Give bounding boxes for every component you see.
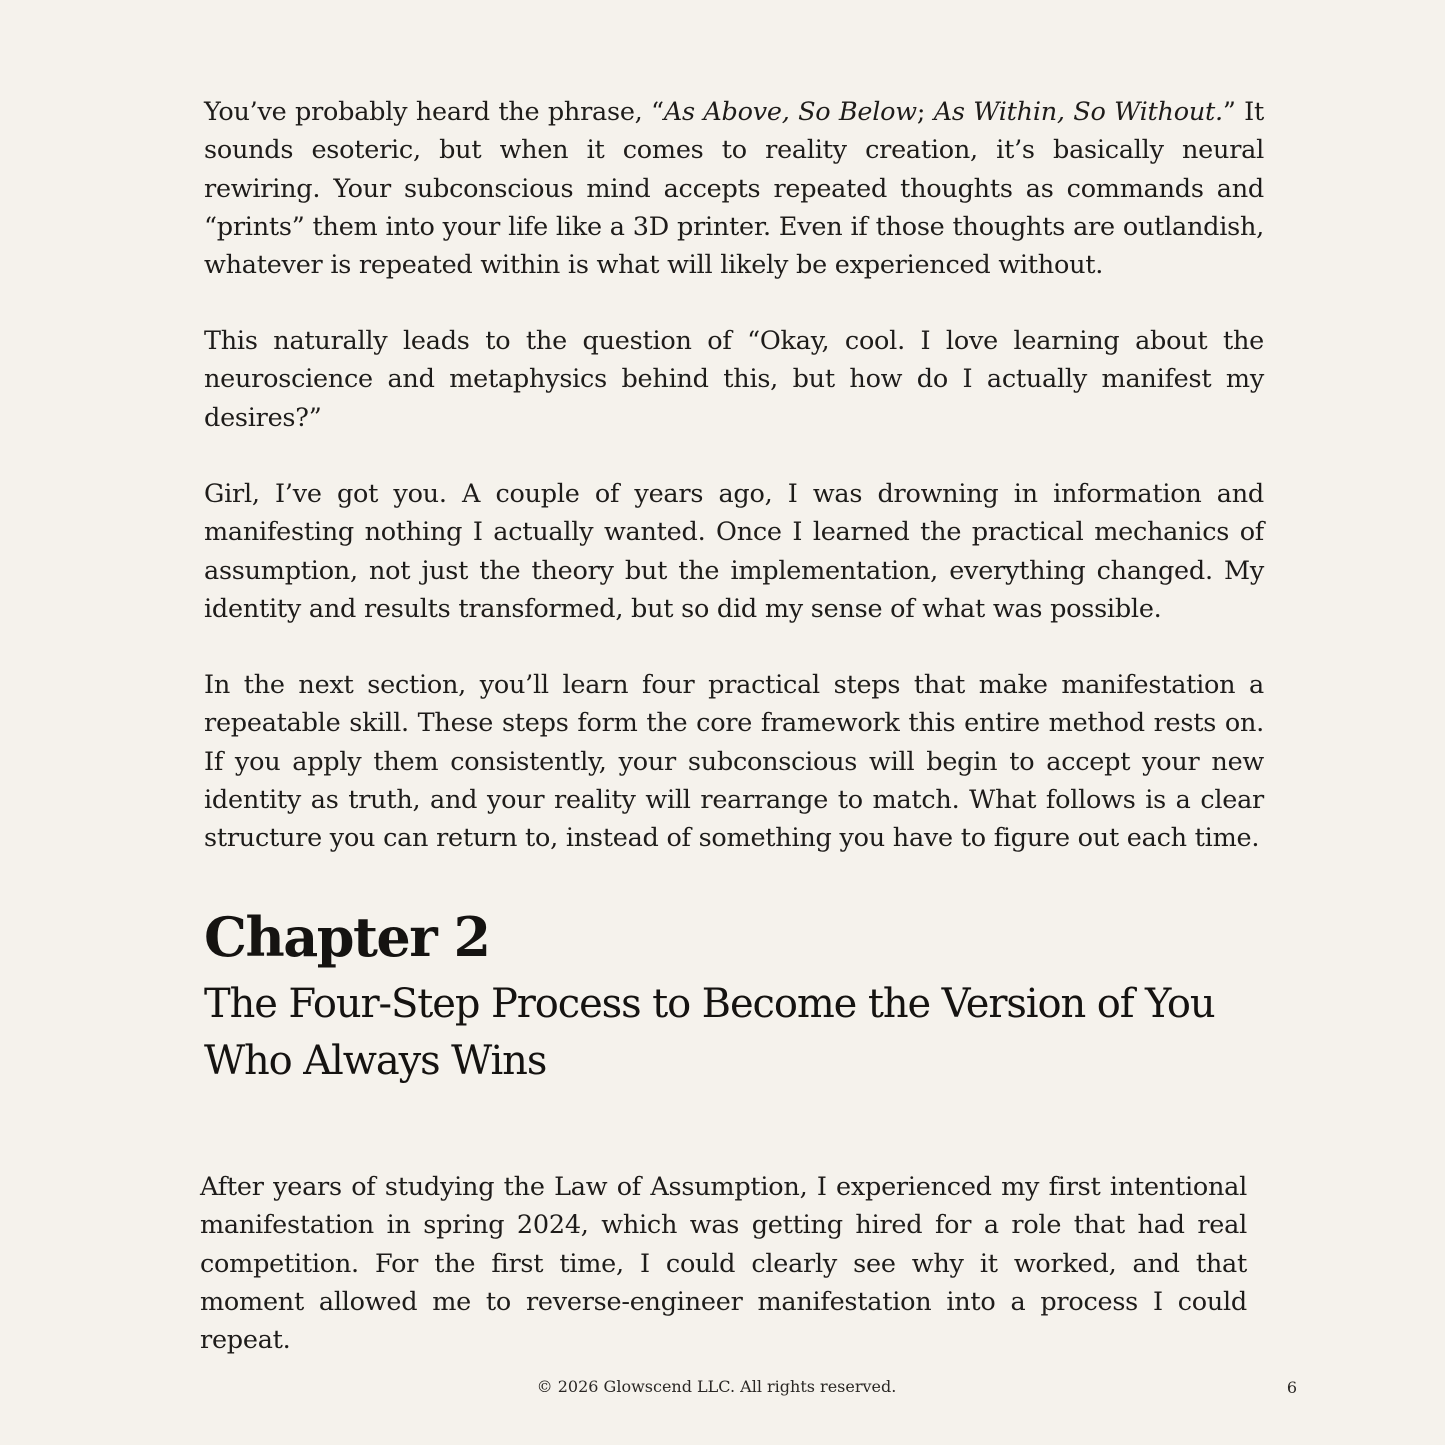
- paragraph-text: ;: [916, 97, 934, 127]
- italic-phrase: As Within, So Without.: [933, 97, 1223, 127]
- chapter-label: Chapter 2: [204, 905, 490, 969]
- body-paragraph-2: This naturally leads to the question of “Okay, cool. I love learning about the neuroscience and metaphysics behind this, but how do I actually manifest my desires?”: [204, 326, 1264, 433]
- copyright-footer: © 2026 Glowscend LLC. All rights reserved.: [536, 1377, 897, 1396]
- paragraph-text: ” It sounds esoteric, but when it comes to reality creation, it’s basically neural rewiring. Your subconscious mind accepts repeated thoughts as commands and “prints” them into your life like a 3D printer. Even if those thoughts are outlandish, whatever is repeated within is what will likely be experienced without.: [204, 97, 1264, 281]
- body-paragraph-5: After years of studying the Law of Assumption, I experienced my first intentional manifestation in spring 2024, which was getting hired for a role that had real competition. For the first time, I could clearly see why it worked, and that moment allowed me to reverse-engineer manifestation into a process I could repeat.: [200, 1172, 1247, 1356]
- body-paragraph-1: [204, 93, 1264, 284]
- body-paragraph-3: Girl, I’ve got you. A couple of years ago, I was drowning in information and manifesting nothing I actually wanted. Once I learned the practical mechanics of assumption, not just the theory but the implementation, everything changed. My identity and results transformed, but so did my sense of what was possible.: [204, 479, 1264, 624]
- page-number: 6: [1286, 1378, 1298, 1397]
- italic-phrase: As Above, So Below: [663, 97, 917, 127]
- body-paragraph-4: In the next section, you’ll learn four practical steps that make manifestation a repeatable skill. These steps form the core framework this entire method rests on. If you apply them consistently, your subconscious will begin to accept your new identity as truth, and your reality will rearrange to match. What follows is a clear structure you can return to, instead of something you have to figure out each time.: [204, 670, 1264, 854]
- paragraph-text: You’ve probably heard the phrase, “: [204, 97, 664, 127]
- chapter-title: The Four-Step Process to Become the Version of You Who Always Wins: [204, 981, 1215, 1084]
